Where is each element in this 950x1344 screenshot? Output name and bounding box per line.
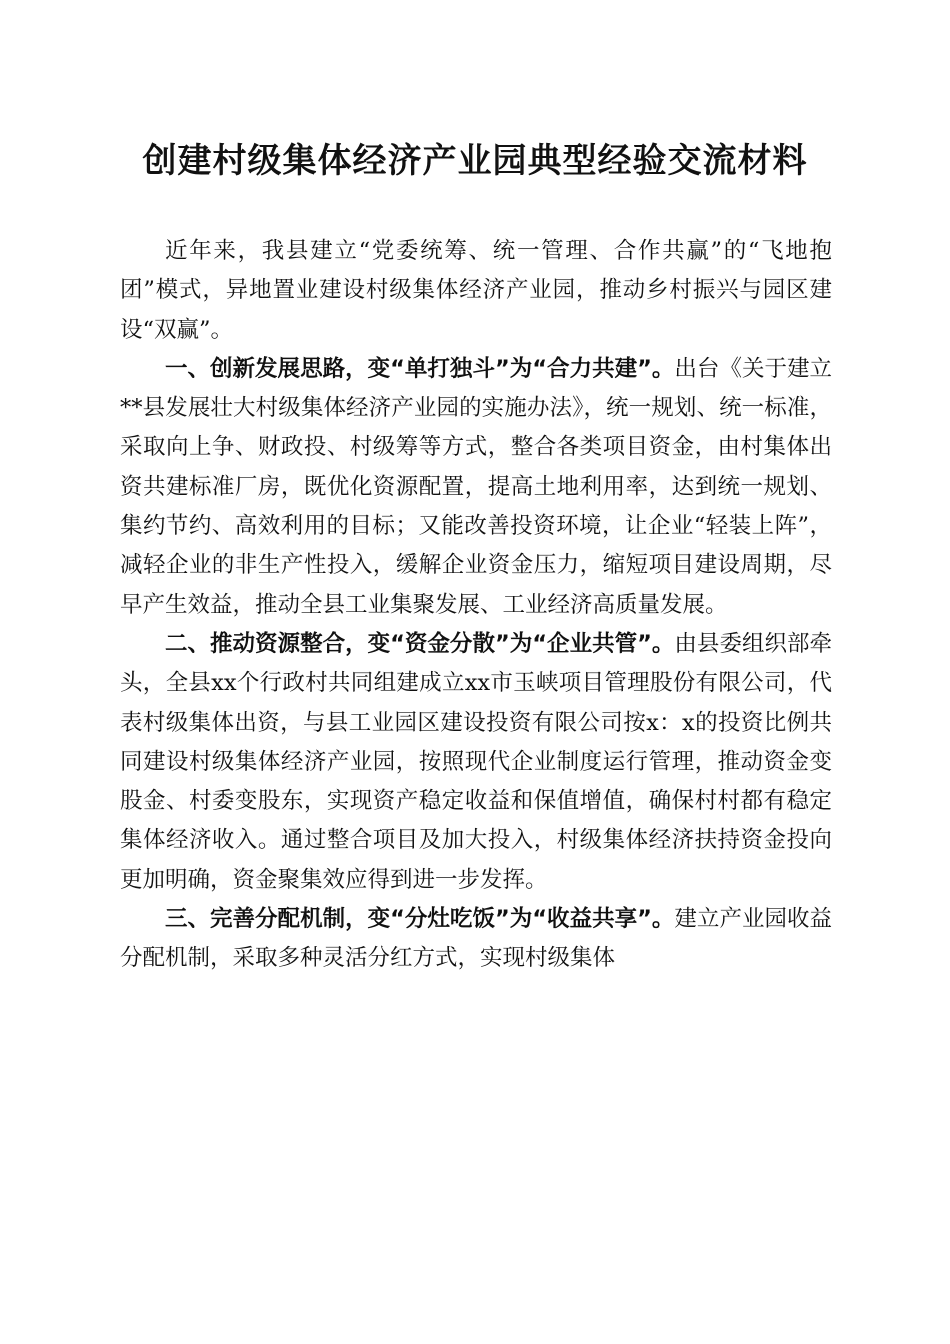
paragraph-text: 近年来，我县建立“党委统筹、统一管理、合作共赢”的“飞地抱团”模式，异地置业建设村级集体经济产业园，推动乡村振兴与园区建设“双赢”。 bbox=[120, 238, 832, 343]
intro-paragraph bbox=[120, 232, 832, 350]
section-one-text: 出台《关于建立**县发展壮大村级集体经济产业园的实施办法》，统一规划、统一标准，采取向上争、财政投、村级筹等方式，整合各类项目资金，由村集体出资共建标准厂房，既优化资源配置，提高土地利用率，达到统一规划、集约节约、高效利用的目标；又能改善投资环境，让企业“轻装上阵”，减轻企业的非生产性投入，缓解企业资金压力，缩短项目建设周期，尽早产生效益，推动全县工业集聚发展、工业经济高质量发展。 bbox=[120, 355, 832, 618]
section-three-heading: 三、完善分配机制，变“分灶吃饭”为“收益共享”。 bbox=[165, 906, 675, 933]
section-two-heading: 二、推动资源整合，变“资金分散”为“企业共管”。 bbox=[165, 630, 675, 657]
document-body bbox=[120, 232, 832, 979]
section-three-text: 建立产业园收益分配机制，采取多种灵活分红方式，实现村级集体 bbox=[120, 906, 832, 972]
document-title: 创建村级集体经济产业园典型经验交流材料 bbox=[142, 141, 808, 181]
section-three-paragraph bbox=[120, 900, 832, 979]
section-two-paragraph bbox=[120, 625, 832, 900]
section-two-text: 由县委组织部牵头，全县xx个行政村共同组建成立xx市玉峡项目管理股份有限公司，代表村级集体出资，与县工业园区建设投资有限公司按x：x的投资比例共同建设村级集体经济产业园，按照现代企业制度运行管理，推动资金变股金、村委变股东，实现资产稳定收益和保值增值，确保村村都有稳定集体经济收入。通过整合项目及加大投入，村级集体经济扶持资金投向更加明确，资金聚集效应得到进一步发挥。 bbox=[120, 630, 832, 893]
section-one-heading: 一、创新发展思路，变“单打独斗”为“合力共建”。 bbox=[165, 355, 675, 382]
section-one-paragraph bbox=[120, 350, 832, 625]
